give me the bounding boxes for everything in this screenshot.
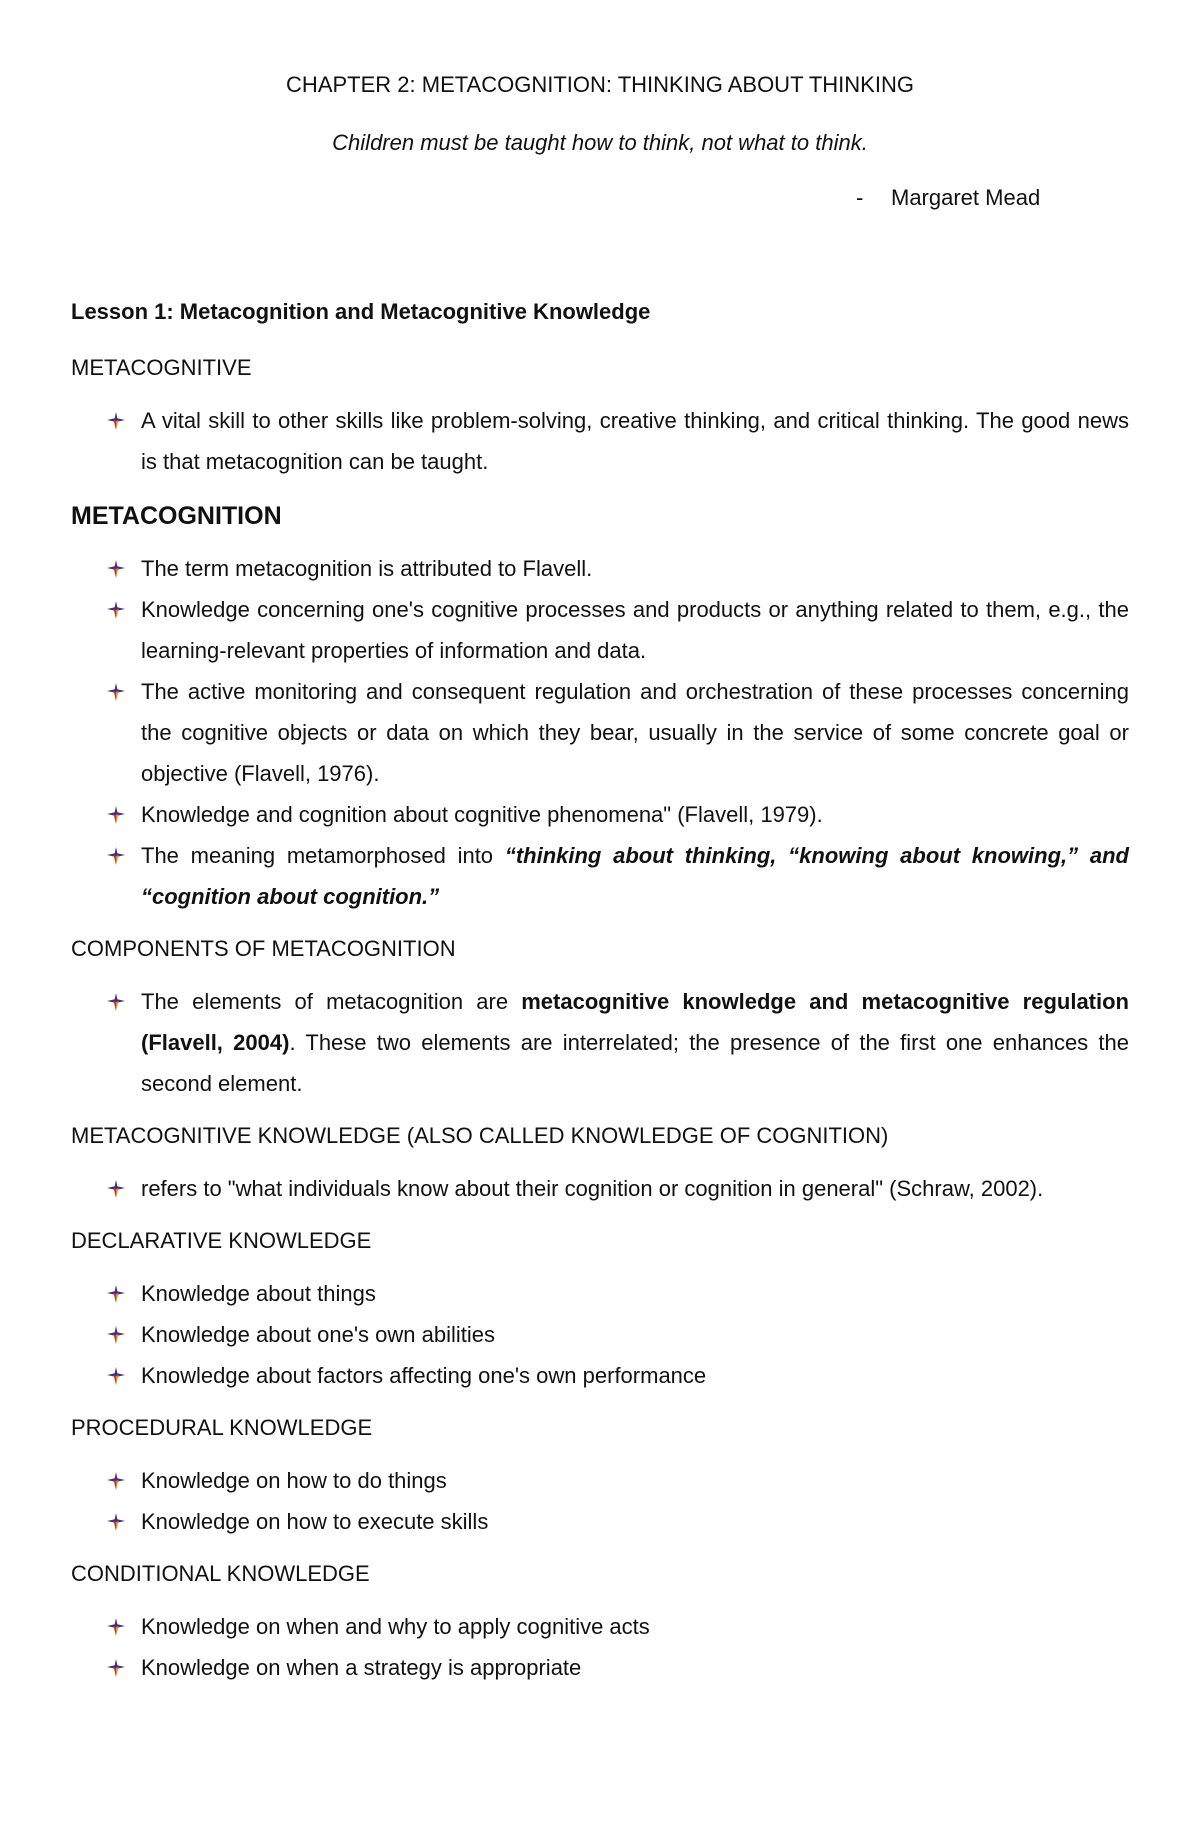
four-point-star-arrow-icon <box>106 1659 126 1677</box>
four-point-star-arrow-icon <box>106 1513 126 1531</box>
chapter-title: CHAPTER 2: METACOGNITION: THINKING ABOUT THINKING <box>286 72 914 97</box>
four-point-star-arrow-icon <box>106 683 126 701</box>
list-item: Knowledge about one's own abilities <box>71 1314 1129 1355</box>
attribution-dash: - <box>856 185 864 210</box>
list-item: Knowledge on how to execute skills <box>71 1501 1129 1542</box>
bullet-list-procedural <box>71 1460 1129 1542</box>
section-heading-conditional: CONDITIONAL KNOWLEDGE <box>71 1561 370 1586</box>
four-point-star-arrow-icon <box>106 1326 126 1344</box>
bullet-list-conditional <box>71 1606 1129 1688</box>
four-point-star-arrow-icon <box>106 412 126 430</box>
four-point-star-arrow-icon <box>106 993 126 1011</box>
list-item: The elements of metacognition are metacognitive knowledge and metacognitive regulation (Flavell, 2004). These two elements are interrelated; the presence of the first one enhances the second element. <box>71 981 1129 1104</box>
section-heading-metacognitive: METACOGNITIVE <box>71 355 252 380</box>
four-point-star-arrow-icon <box>106 1618 126 1636</box>
four-point-star-arrow-icon <box>106 1285 126 1303</box>
section-heading-procedural: PROCEDURAL KNOWLEDGE <box>71 1415 373 1440</box>
list-item: Knowledge about things <box>71 1273 1129 1314</box>
four-point-star-arrow-icon <box>106 1472 126 1490</box>
bullet-list-metacognition <box>71 548 1129 917</box>
list-item: Knowledge about factors affecting one's own performance <box>71 1355 1129 1396</box>
list-item: A vital skill to other skills like problem-solving, creative thinking, and critical thinking. The good news is that metacognition can be taught. <box>71 400 1129 482</box>
list-item: The term metacognition is attributed to Flavell. <box>71 548 1129 589</box>
quote-attribution <box>856 185 1040 211</box>
list-item: Knowledge and cognition about cognitive phenomena" (Flavell, 1979). <box>71 794 1129 835</box>
document-content <box>71 296 1129 1704</box>
four-point-star-arrow-icon <box>106 1180 126 1198</box>
bullet-list-declarative <box>71 1273 1129 1396</box>
four-point-star-arrow-icon <box>106 1367 126 1385</box>
section-heading-components: COMPONENTS OF METACOGNITION <box>71 936 456 961</box>
four-point-star-arrow-icon <box>106 560 126 578</box>
attribution-name: Margaret Mead <box>891 185 1041 210</box>
bullet-list-metacognitive-knowledge <box>71 1168 1129 1209</box>
section-heading-declarative: DECLARATIVE KNOWLEDGE <box>71 1228 372 1253</box>
section-heading-metacognition: METACOGNITION <box>71 502 282 530</box>
bold-text: metacognitive knowledge and metacognitive regulation (Flavell, 2004) <box>141 989 1129 1055</box>
list-item: refers to "what individuals know about their cognition or cognition in general" (Schraw, 2002). <box>71 1168 1129 1209</box>
bullet-list-components <box>71 981 1129 1104</box>
four-point-star-arrow-icon <box>106 806 126 824</box>
quote: Children must be taught how to think, not what to think. <box>332 130 868 155</box>
emphasis-text: “thinking about thinking, “knowing about knowing,” and “cognition about cognition.” <box>141 843 1129 909</box>
list-item: Knowledge on when and why to apply cognitive acts <box>71 1606 1129 1647</box>
list-item: Knowledge concerning one's cognitive processes and products or anything related to them, e.g., the learning-relevant properties of information and data. <box>71 589 1129 671</box>
bullet-list-metacognitive <box>71 400 1129 482</box>
list-item: Knowledge on how to do things <box>71 1460 1129 1501</box>
four-point-star-arrow-icon <box>106 601 126 619</box>
section-heading-metacognitive-knowledge: METACOGNITIVE KNOWLEDGE (ALSO CALLED KNOWLEDGE OF COGNITION) <box>71 1123 889 1148</box>
list-item: The active monitoring and consequent regulation and orchestration of these processes concerning the cognitive objects or data on which they bear, usually in the service of some concrete goal or objective (Flavell, 1976). <box>71 671 1129 794</box>
lesson-title: Lesson 1: Metacognition and Metacognitive Knowledge <box>71 299 651 324</box>
four-point-star-arrow-icon <box>106 847 126 865</box>
list-item: Knowledge on when a strategy is appropriate <box>71 1647 1129 1688</box>
list-item: The meaning metamorphosed into “thinking about thinking, “knowing about knowing,” and “cognition about cognition.” <box>71 835 1129 917</box>
